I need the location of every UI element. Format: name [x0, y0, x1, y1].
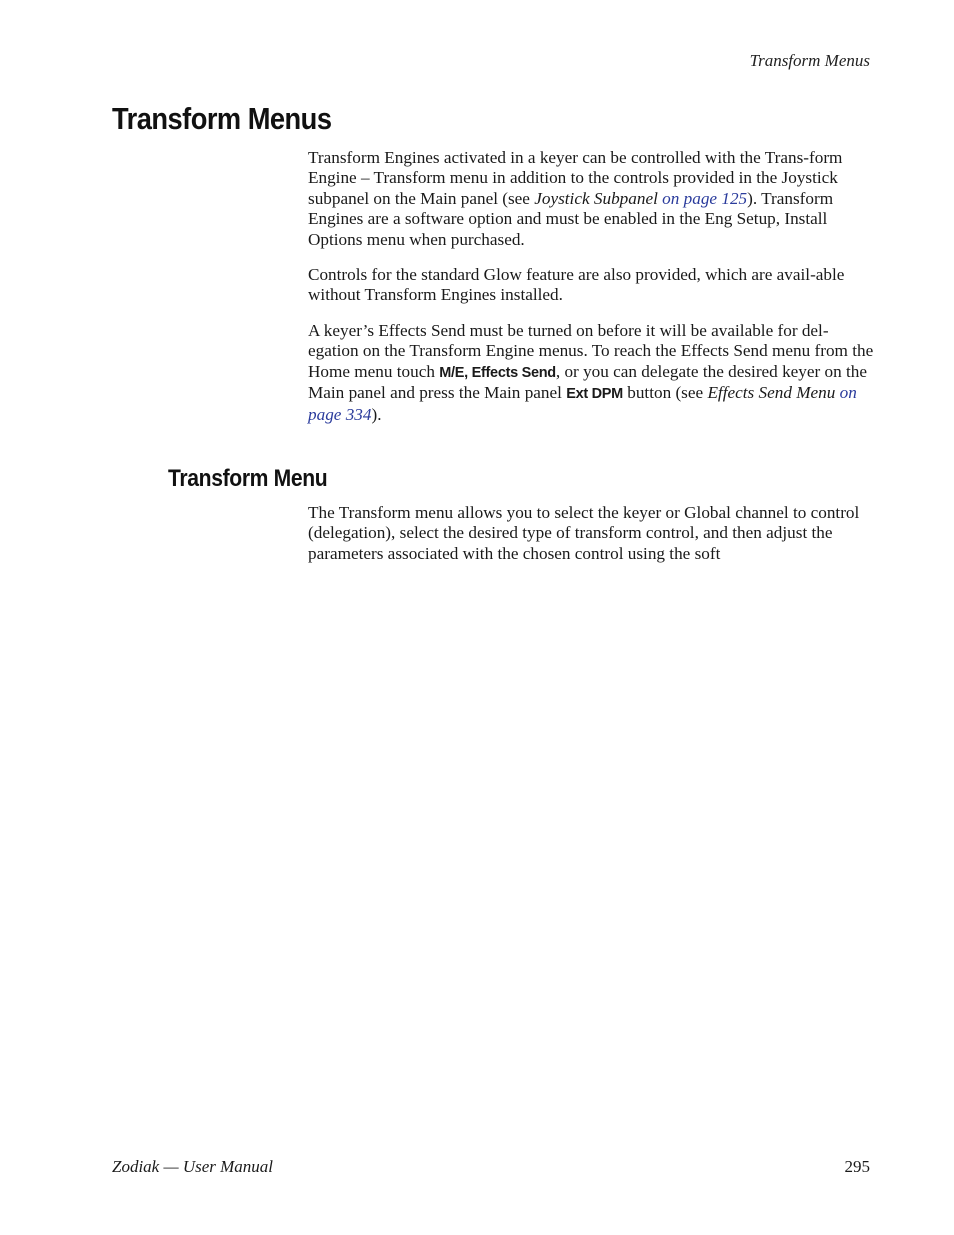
- section-paragraph-1: [308, 148, 874, 250]
- paragraph-text: ). Transform Engines are a software option and must be enabled in the Eng Setup, Install Options menu when purchased.: [308, 188, 834, 249]
- paragraph-text: Transform Engines activated in a keyer can be controlled with the Trans-form Engine – Transform menu in addition to the controls provided in the Joystick subpanel on the Main panel (see: [308, 148, 843, 208]
- paragraph-text: The Transform menu allows you to select the keyer or Global channel to control (delegation), select the desired type of transform control, and then adjust the parameters associated with the chosen control using the soft: [308, 503, 860, 563]
- paragraph-text: button (see: [622, 383, 708, 403]
- section-title: Transform Menus: [112, 101, 332, 136]
- paragraph-text: A keyer’s Effects Send must be turned on before it will be available for del-egation on the Transform Engine menus. To reach the Effects Send menu from the Home menu touch: [308, 321, 874, 381]
- subsection-paragraph-1: [308, 503, 874, 564]
- section-paragraph-3: [308, 321, 874, 425]
- xref-title: Joystick Subpanel: [534, 188, 658, 208]
- page-link-125[interactable]: on page 125: [662, 188, 748, 208]
- ui-label-ext-dpm: Ext DPM: [566, 386, 623, 403]
- footer-page-number: 295: [844, 1157, 870, 1176]
- paragraph-text: , or you can delegate the desired keyer on the Main panel and press the Main panel: [308, 361, 868, 403]
- subsection-title: Transform Menu: [168, 465, 328, 492]
- paragraph-text: Controls for the standard Glow feature are also provided, which are avail-able without Transform Engines installed.: [308, 265, 845, 305]
- running-header: Transform Menus: [749, 51, 870, 70]
- paragraph-text: ).: [371, 404, 382, 424]
- section-paragraph-2: [308, 265, 874, 306]
- ui-label-effects-send: Effects Send: [471, 364, 556, 381]
- ui-separator: ,: [464, 364, 472, 381]
- page-link-334[interactable]: on page 334: [308, 383, 857, 424]
- footer-manual-title: Zodiak — User Manual: [112, 1157, 274, 1176]
- ui-label-me: M/E: [439, 364, 465, 381]
- xref-title: Effects Send Menu: [707, 383, 836, 403]
